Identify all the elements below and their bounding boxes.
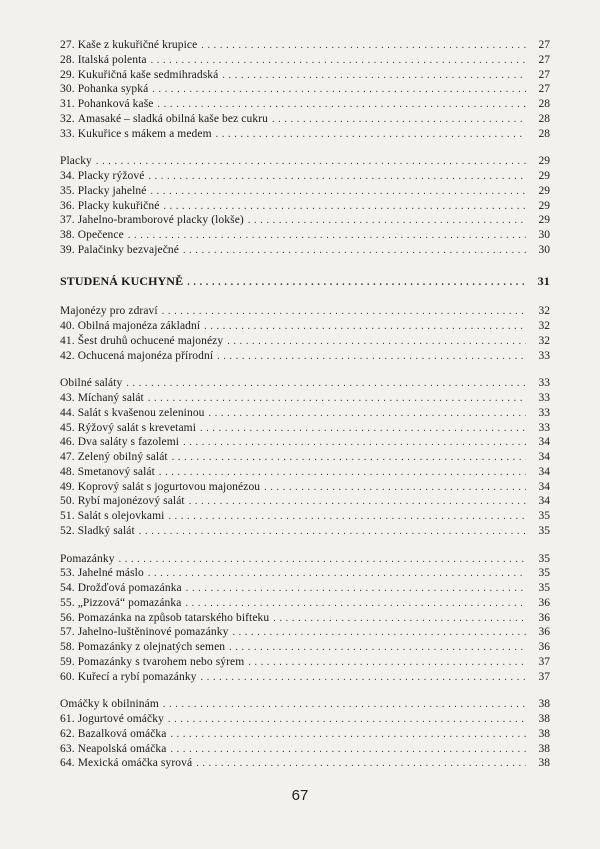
toc-entry <box>60 640 550 655</box>
toc-entry <box>60 712 550 727</box>
entry-title: Placky rýžové <box>77 170 145 182</box>
entry-number: 52. <box>60 524 75 537</box>
entry-title: Dva saláty s fazolemi <box>77 436 180 449</box>
entry-label <box>60 334 223 349</box>
entry-label <box>60 465 155 480</box>
entry-page-number: 33 <box>538 392 550 404</box>
section-heading-entry <box>60 376 550 391</box>
entry-number: 55. <box>60 596 75 609</box>
dot-leader <box>163 698 526 713</box>
entry-title: Drožďová pomazánka <box>77 582 182 594</box>
entry-title: Ochucená majonéza přírodní <box>77 349 214 362</box>
dot-leader <box>196 757 526 772</box>
toc-entry <box>60 53 550 68</box>
entry-page-number: 28 <box>538 127 550 140</box>
entry-number: 57. <box>60 626 75 639</box>
entry-number: 49. <box>60 480 75 493</box>
dot-leader <box>168 510 526 525</box>
section-heading-entry <box>60 552 550 567</box>
toc-entry <box>60 82 550 97</box>
entry-title: Opečence <box>77 229 124 241</box>
entry-label <box>60 391 144 406</box>
dot-leader <box>201 671 526 686</box>
toc-entry <box>60 97 550 112</box>
entry-page-number: 38 <box>538 698 550 711</box>
entry-number: 51. <box>60 510 75 522</box>
entry-number: 38. <box>60 229 75 241</box>
entry-label <box>60 82 148 97</box>
entry-label <box>60 213 244 228</box>
section-heading-entry <box>60 304 550 319</box>
section-spacer <box>60 363 550 376</box>
dot-leader <box>96 155 526 170</box>
entry-page-number: 36 <box>538 641 550 653</box>
entry-page-number: 35 <box>538 552 550 565</box>
entry-number: 63. <box>60 742 75 755</box>
toc-entry <box>60 112 550 127</box>
entry-label <box>60 421 196 436</box>
dot-leader <box>126 377 526 392</box>
entry-page-number: 34 <box>538 480 550 493</box>
entry-title: Pomazánky z olejnatých semen <box>77 641 226 653</box>
dot-leader <box>158 98 526 113</box>
dot-leader <box>128 229 526 244</box>
entry-label <box>60 670 197 685</box>
dot-leader <box>209 407 526 422</box>
entry-title: Sladký salát <box>77 524 135 537</box>
entry-title: Míchaný salát <box>77 392 144 404</box>
entry-number: 30. <box>60 83 75 96</box>
entry-number: 46. <box>60 436 75 449</box>
entry-number: 31. <box>60 98 75 110</box>
entry-page-number: 27 <box>538 53 550 66</box>
entry-title: Mexická omáčka syrová <box>77 757 193 770</box>
entry-page-number: 30 <box>538 243 550 256</box>
dot-leader <box>163 200 526 215</box>
toc-entry <box>60 450 550 465</box>
dot-leader <box>139 525 526 540</box>
dot-leader <box>148 170 526 185</box>
entry-number: 41. <box>60 334 75 347</box>
entry-page-number: 38 <box>538 757 550 770</box>
section-heading-entry <box>60 154 550 169</box>
toc-entry <box>60 509 550 524</box>
entry-label <box>60 228 124 243</box>
toc-entry <box>60 727 550 742</box>
toc-entry <box>60 319 550 334</box>
entry-page-number: 35 <box>538 567 550 580</box>
entry-number: 62. <box>60 727 75 740</box>
entry-title: Obilné saláty <box>60 377 123 390</box>
entry-label <box>60 655 244 670</box>
entry-page-number: 32 <box>538 320 550 332</box>
toc-entry <box>60 213 550 228</box>
entry-page-number: 29 <box>538 155 550 168</box>
entry-title: Italská polenta <box>77 53 147 66</box>
entry-title: Amasaké – sladká obilná kaše bez cukru <box>77 112 268 125</box>
entry-page-number: 31 <box>537 273 550 288</box>
dot-leader <box>272 113 526 128</box>
entry-title: Kukuřičná kaše sedmihradská <box>77 68 219 81</box>
section-spacer <box>60 684 550 697</box>
entry-title: Salát s kvašenou zeleninou <box>77 406 205 419</box>
dot-leader <box>222 69 526 84</box>
entry-label <box>60 38 197 53</box>
entry-title: Šest druhů ochucené majonézy <box>77 334 224 347</box>
dot-leader <box>148 567 526 582</box>
entry-number: 59. <box>60 655 75 668</box>
entry-number: 42. <box>60 349 75 362</box>
entry-title: Rýžový salát s krevetami <box>77 421 197 434</box>
entry-title: Placky <box>60 155 92 168</box>
entry-title: Pohanková kaše <box>77 98 154 110</box>
toc-entry <box>60 756 550 771</box>
toc-entry <box>60 655 550 670</box>
dot-leader <box>216 128 526 143</box>
entry-number: 44. <box>60 406 75 419</box>
entry-label <box>60 640 225 655</box>
toc-entry <box>60 670 550 685</box>
entry-page-number: 28 <box>538 98 550 110</box>
entry-title: Bazalková omáčka <box>77 727 167 740</box>
toc-entry <box>60 184 550 199</box>
dot-leader <box>264 481 526 496</box>
entry-label <box>60 68 218 83</box>
toc-entry <box>60 435 550 450</box>
toc-entry <box>60 566 550 581</box>
entry-label <box>60 169 144 184</box>
entry-title: Jahelné máslo <box>77 567 144 580</box>
entry-number: 45. <box>60 421 75 434</box>
entry-page-number: 33 <box>538 377 550 390</box>
dot-leader <box>151 54 526 69</box>
entry-label <box>60 566 144 581</box>
entry-label <box>60 697 159 712</box>
toc-entry <box>60 199 550 214</box>
entry-page-number: 30 <box>538 229 550 241</box>
entry-title: STUDENÁ KUCHYNĚ <box>60 273 184 288</box>
dot-leader <box>227 335 526 350</box>
toc-entry <box>60 596 550 611</box>
entry-label <box>60 712 164 727</box>
entry-page-number: 29 <box>538 184 550 197</box>
entry-title: Obilná majonéza základní <box>77 320 201 332</box>
toc-entry <box>60 38 550 53</box>
dot-leader <box>189 495 526 510</box>
toc-entry <box>60 169 550 184</box>
entry-title: Kaše z kukuřičné krupice <box>77 39 198 51</box>
dot-leader <box>248 214 526 229</box>
entry-label <box>60 274 183 289</box>
dot-leader <box>273 612 526 627</box>
entry-number: 61. <box>60 713 75 725</box>
entry-label <box>60 480 260 495</box>
entry-title: Palačinky bezvaječné <box>77 243 179 256</box>
entry-number: 64. <box>60 757 75 770</box>
entry-page-number: 33 <box>538 349 550 362</box>
entry-label <box>60 625 228 640</box>
entry-title: Salát s olejovkami <box>77 510 165 522</box>
toc-entry <box>60 391 550 406</box>
toc-entry <box>60 524 550 539</box>
toc-entry <box>60 611 550 626</box>
entry-page-number: 29 <box>538 199 550 212</box>
entry-label <box>60 304 158 319</box>
section-spacer <box>60 539 550 552</box>
dot-leader <box>119 553 526 568</box>
dot-leader <box>229 641 526 656</box>
dot-leader <box>232 626 526 641</box>
dot-leader <box>200 422 526 437</box>
section-spacer <box>60 141 550 154</box>
entry-title: Kuřecí a rybí pomazánky <box>77 670 197 683</box>
toc-entry <box>60 243 550 258</box>
entry-title: Jahelno-bramborové placky (lokše) <box>77 214 244 227</box>
entry-title: Placky kukuřičné <box>77 199 160 212</box>
dot-leader <box>185 597 526 612</box>
toc-entry <box>60 349 550 364</box>
entry-page-number: 27 <box>538 83 550 96</box>
entry-page-number: 38 <box>538 713 550 725</box>
entry-title: Pomazánky s tvarohem nebo sýrem <box>77 655 245 668</box>
dot-leader <box>204 320 526 335</box>
entry-page-number: 27 <box>538 39 550 51</box>
entry-number: 29. <box>60 68 75 81</box>
dot-leader <box>187 276 526 291</box>
entry-page-number: 34 <box>538 465 550 478</box>
entry-page-number: 35 <box>538 510 550 522</box>
entry-label <box>60 112 268 127</box>
entry-title: Smetanový salát <box>77 465 155 478</box>
toc-entry <box>60 625 550 640</box>
dot-leader <box>183 436 526 451</box>
entry-title: Jogurtové omáčky <box>77 713 164 725</box>
toc-entry <box>60 581 550 596</box>
toc-entry <box>60 228 550 243</box>
entry-number: 34. <box>60 170 75 182</box>
entry-label <box>60 97 154 112</box>
entry-label <box>60 243 179 258</box>
dot-leader <box>186 582 526 597</box>
entry-label <box>60 184 146 199</box>
entry-title: Kukuřice s mákem a medem <box>77 127 212 140</box>
toc-entry <box>60 334 550 349</box>
dot-leader <box>248 656 526 671</box>
entry-page-number: 29 <box>538 214 550 227</box>
entry-number: 43. <box>60 392 75 404</box>
entry-number: 37. <box>60 214 75 227</box>
entry-number: 60. <box>60 670 75 683</box>
entry-label <box>60 742 166 757</box>
entry-title: Omáčky k obilninám <box>60 698 159 711</box>
entry-page-number: 36 <box>538 611 550 624</box>
dot-leader <box>152 83 526 98</box>
entry-label <box>60 376 122 391</box>
entry-page-number: 27 <box>538 68 550 81</box>
entry-page-number: 36 <box>538 626 550 639</box>
entry-title: Rybí majonézový salát <box>77 495 185 508</box>
entry-number: 48. <box>60 465 75 478</box>
entry-label <box>60 127 212 142</box>
dot-leader <box>162 305 526 320</box>
entry-label <box>60 524 135 539</box>
entry-title: Koprový salát s jogurtovou majonézou <box>77 480 261 493</box>
entry-number: 58. <box>60 641 75 653</box>
dot-leader <box>217 350 526 365</box>
entry-page-number: 37 <box>538 670 550 683</box>
entry-page-number: 38 <box>538 742 550 755</box>
toc-entry <box>60 68 550 83</box>
entry-page-number: 33 <box>538 421 550 434</box>
entry-title: Jahelno-luštěninové pomazánky <box>77 626 229 639</box>
entry-number: 47. <box>60 451 75 463</box>
dot-leader <box>172 451 526 466</box>
entry-label <box>60 509 164 524</box>
entry-page-number: 32 <box>538 334 550 347</box>
entry-label <box>60 581 182 596</box>
entry-number: 53. <box>60 567 75 580</box>
entry-title: Placky jahelné <box>77 184 147 197</box>
entry-title: „Pizzová“ pomazánka <box>77 596 182 609</box>
dot-leader <box>183 244 526 259</box>
entry-page-number: 29 <box>538 170 550 182</box>
dot-leader <box>170 743 526 758</box>
dot-leader <box>150 185 526 200</box>
toc-entry <box>60 480 550 495</box>
entry-page-number: 37 <box>538 655 550 668</box>
entry-page-number: 36 <box>538 596 550 609</box>
entry-label <box>60 611 269 626</box>
entry-label <box>60 435 179 450</box>
dot-leader <box>201 39 526 54</box>
toc-entry <box>60 406 550 421</box>
entry-title: Pomazánky <box>60 552 115 565</box>
toc-entry <box>60 465 550 480</box>
entry-label <box>60 552 115 567</box>
page-number: 67 <box>291 787 309 804</box>
entry-title: Neapolská omáčka <box>77 742 167 755</box>
toc-entry <box>60 421 550 436</box>
entry-number: 36. <box>60 199 75 212</box>
entry-label <box>60 319 200 334</box>
dot-leader <box>168 713 526 728</box>
entry-label <box>60 756 192 771</box>
entry-label <box>60 349 213 364</box>
entry-page-number: 28 <box>538 112 550 125</box>
entry-page-number: 33 <box>538 406 550 419</box>
entry-page-number: 32 <box>538 305 550 318</box>
entry-number: 50. <box>60 495 75 508</box>
section-spacer <box>60 258 550 274</box>
entry-number: 35. <box>60 184 75 197</box>
entry-label <box>60 727 166 742</box>
entry-title: Majonézy pro zdraví <box>60 305 158 318</box>
entry-label <box>60 199 159 214</box>
section-spacer <box>60 288 550 304</box>
entry-number: 54. <box>60 582 75 594</box>
entry-label <box>60 406 205 421</box>
entry-page-number: 35 <box>538 524 550 537</box>
toc-entry <box>60 127 550 142</box>
entry-number: 39. <box>60 243 75 256</box>
toc-entry <box>60 494 550 509</box>
entry-number: 40. <box>60 320 75 332</box>
entry-number: 28. <box>60 53 75 66</box>
dot-leader <box>170 728 526 743</box>
entry-number: 56. <box>60 611 75 624</box>
entry-label <box>60 494 185 509</box>
entry-label <box>60 450 168 465</box>
dot-leader <box>159 466 526 481</box>
entry-page-number: 38 <box>538 727 550 740</box>
entry-page-number: 34 <box>538 436 550 449</box>
entry-title: Pohanka sypká <box>77 83 149 96</box>
entry-page-number: 34 <box>538 495 550 508</box>
chapter-heading-entry <box>60 274 550 289</box>
entry-page-number: 34 <box>538 451 550 463</box>
entry-label <box>60 53 147 68</box>
entry-number: 32. <box>60 112 75 125</box>
entry-label <box>60 596 181 611</box>
toc-entry <box>60 742 550 757</box>
entry-title: Pomazánka na způsob tatarského bifteku <box>77 611 270 624</box>
entry-title: Zelený obilný salát <box>77 451 168 463</box>
entry-number: 33. <box>60 127 75 140</box>
entry-page-number: 35 <box>538 582 550 594</box>
section-heading-entry <box>60 697 550 712</box>
dot-leader <box>148 392 526 407</box>
table-of-contents <box>60 38 550 771</box>
entry-label <box>60 154 92 169</box>
entry-number: 27. <box>60 39 75 51</box>
